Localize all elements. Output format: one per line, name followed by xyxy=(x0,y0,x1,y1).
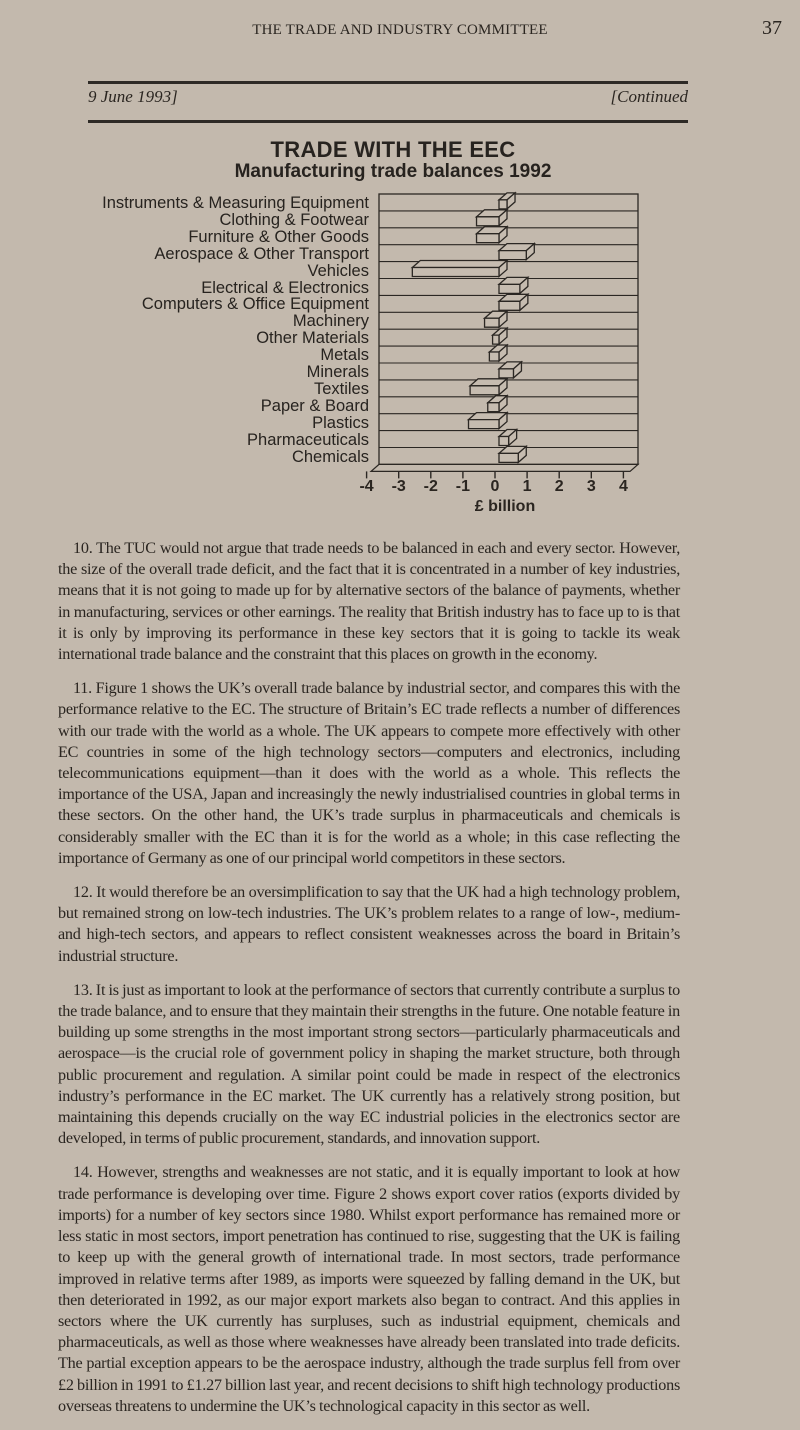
paragraph-14: 14. However, strengths and weaknesses are not static, and it is equally important to look at how trade performance is developing over time. Figure 2 shows export cover ratios (exports divided by imports) for a number of key sectors since 1980. Whilst export performance has remained more or less static in most sectors, import penetration has continued to rise, suggesting that the UK is failing to keep up with the general growth of international trade. In most sectors, trade performance improved in relative terms after 1989, as imports were squeezed by falling demand in the UK, but then deteriorated in 1992, as our major export markets also began to contract. And this applies in sectors where the UK currently has surpluses, such as industrial equipment, chemicals and pharmaceuticals, as well as those where weaknesses have already been translated into trade deficits. The partial exception appears to be the aerospace industry, although the trade surplus fell from over £2 billion in 1991 to £1.27 billion last year, and recent decisions to shift high technology productions overseas threatens to undermine the UK’s technological capacity in this sector as well. xyxy=(58,1163,680,1415)
x-tick-label: 1 xyxy=(522,478,532,495)
running-head: THE TRADE AND INDUSTRY COMMITTEE xyxy=(252,22,548,38)
bar-pharmaceuticals xyxy=(499,430,517,446)
paragraph-13: 13. It is just as important to look at the performance of sectors that currently contribute a surplus to the trade balance, and to ensure that they maintain their strengths in the future. One notable feature in building up some strengths in the most important strong sectors—particularly pharmaceuticals and aerospace—is the crucial role of government policy in shaping the market structure, both through public procurement and regulation. A similar point could be made in respect of the electronics industry’s performance in the EC market. The UK currently has a relatively strong position, but maintaining this depends crucially on the way EC industrial policies in the electronics sector are developed, in terms of public procurement, standards, and innovation support. xyxy=(58,980,680,1148)
x-axis-title: £ billion xyxy=(474,498,536,515)
category-label: Electrical & Electronics xyxy=(201,278,369,297)
bar-machinery xyxy=(485,311,507,327)
bar-plastics xyxy=(469,413,507,429)
category-label: Chemicals xyxy=(291,447,369,466)
x-tick-label: -2 xyxy=(423,478,438,495)
bar-paper-board xyxy=(488,396,507,412)
body-text xyxy=(58,538,680,1430)
chart-floor xyxy=(371,464,638,471)
x-tick-label: 3 xyxy=(586,478,596,495)
date-line: 9 June 1993] xyxy=(88,87,178,106)
category-label: Clothing & Footwear xyxy=(219,210,369,229)
figure-title-text: TRADE WITH THE EEC xyxy=(270,137,516,162)
bar-vehicles xyxy=(412,261,507,277)
category-label: Other Materials xyxy=(256,329,369,348)
x-tick-label: -3 xyxy=(391,478,406,495)
category-label: Metals xyxy=(320,346,369,365)
bar-metals xyxy=(489,345,507,361)
category-label: Machinery xyxy=(292,312,369,331)
bar-clothing-footwear xyxy=(477,210,507,226)
x-tick-label: 4 xyxy=(618,478,628,495)
bar-chemicals xyxy=(499,446,526,462)
bar-furniture-other-goods xyxy=(477,227,507,243)
category-label: Textiles xyxy=(313,379,369,398)
continued-label: [Continued xyxy=(610,87,688,106)
x-tick-label: -4 xyxy=(359,478,374,495)
x-tick-label: -1 xyxy=(455,478,470,495)
bar-computers-office-equipment xyxy=(499,294,528,310)
category-label: Vehicles xyxy=(307,261,369,280)
category-label: Plastics xyxy=(312,413,369,432)
bar-electrical-electronics xyxy=(499,277,528,293)
chart-plot-area xyxy=(0,0,800,530)
figure-subtitle-text: Manufacturing trade balances 1992 xyxy=(234,161,552,182)
category-label: Furniture & Other Goods xyxy=(188,227,369,246)
category-label: Aerospace & Other Transport xyxy=(154,244,369,263)
x-tick-label: 0 xyxy=(490,478,500,495)
page-number: 37 xyxy=(762,17,782,39)
bar-minerals xyxy=(499,362,521,378)
bar-instruments-measuring-equipment xyxy=(499,193,515,209)
category-label: Minerals xyxy=(306,363,369,381)
bar-textiles xyxy=(470,379,507,395)
x-tick-label: 2 xyxy=(554,478,564,495)
category-label: Computers & Office Equipment xyxy=(141,295,369,314)
bar-aerospace-other-transport xyxy=(499,244,534,260)
category-label: Instruments & Measuring Equipment xyxy=(102,194,369,212)
category-label: Paper & Board xyxy=(260,396,369,415)
paragraph-10: 10. The TUC would not argue that trade needs to be balanced in each and every sector. However, the size of the overall trade deficit, and the fact that it is concentrated in a number of key industries, means that it is not going to made up for by alternative sectors of the balance of payments, whether in manufacturing, services or other earnings. The reality that British industry has to face up to is that it is only by improving its performance in these key sectors that it is going to tackle its weak international trade balance and the constraint that this places on growth in the economy. xyxy=(58,539,680,664)
paragraph-11: 11. Figure 1 shows the UK’s overall trade balance by industrial sector, and compares this with the performance relative to the EC. The structure of Britain’s EC trade reflects a number of differences with our trade with the world as a whole. The UK appears to compete more effectively with other EC countries in some of the high technology sectors—computers and electronics, including telecommunications equipment—than it does with the world as a whole. This reflects the importance of the USA, Japan and increasingly the newly industrialised countries in global terms in these sectors. On the other hand, the UK’s trade surplus in pharmaceuticals and chemicals is considerably smaller with the EC than it is for the world as a whole; in this case reflecting the importance of Germany as one of our principal world competitors in these sectors. xyxy=(58,679,680,867)
category-label: Pharmaceuticals xyxy=(247,430,369,449)
bar-other-materials xyxy=(493,328,507,344)
paragraph-12: 12. It would therefore be an oversimplification to say that the UK had a high technology problem, but remained strong on low-tech industries. The UK’s problem relates to a range of low-, medium- and high-tech sectors, and appears to reflect consistent weaknesses across the board in Britain’s industrial structure. xyxy=(58,883,680,965)
